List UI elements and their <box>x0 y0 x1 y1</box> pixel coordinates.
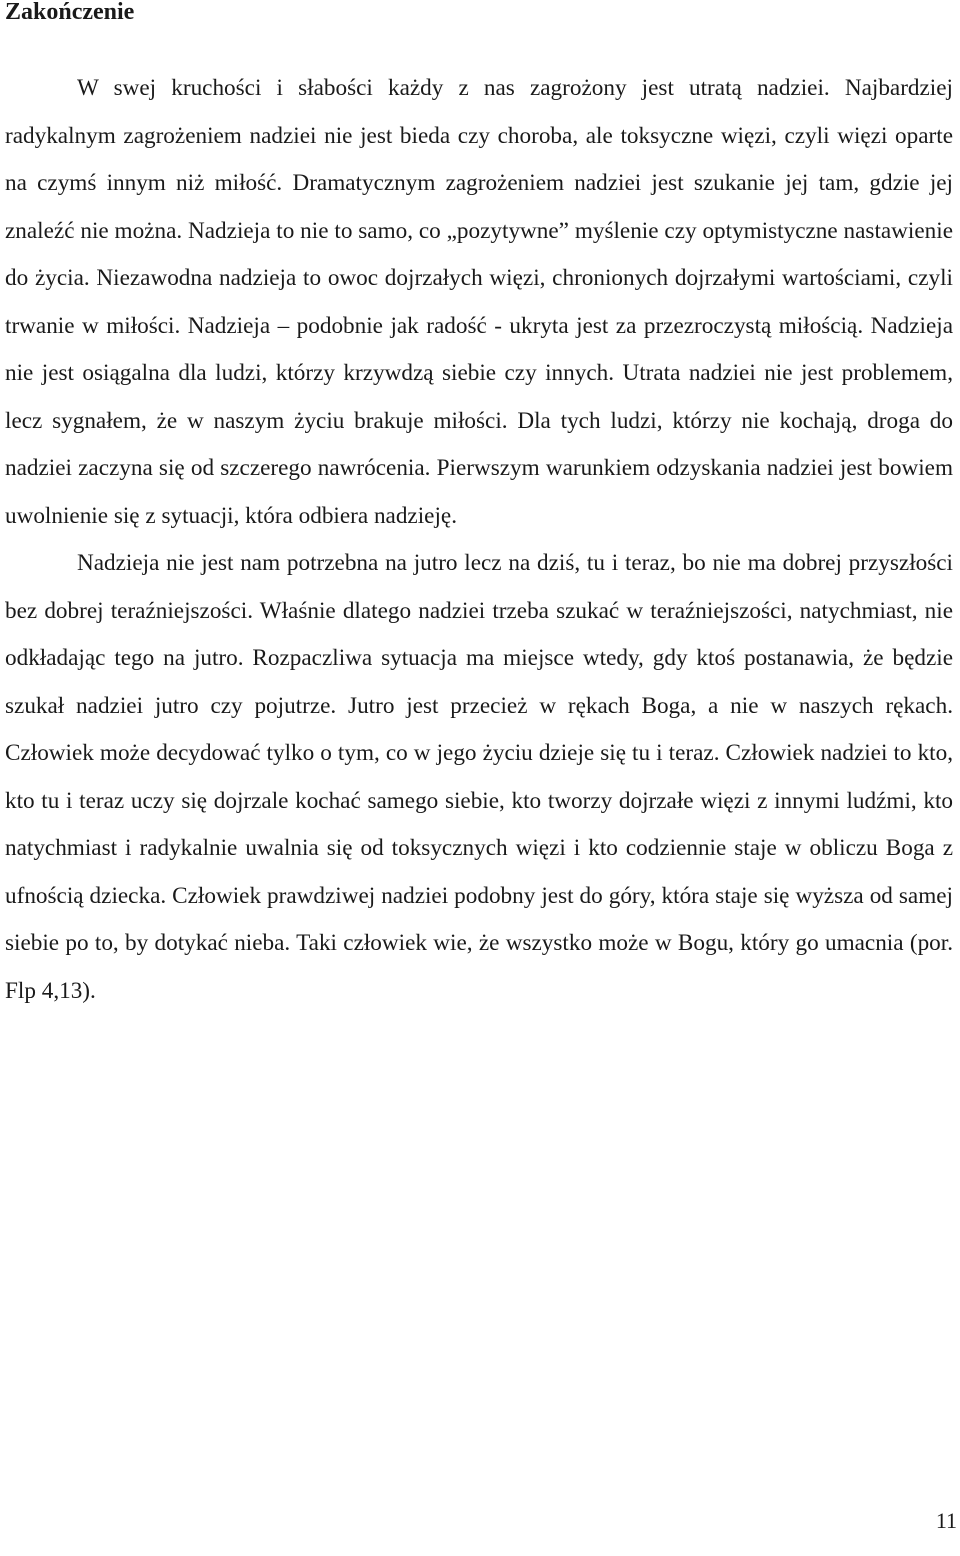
paragraph: Nadzieja nie jest nam potrzebna na jutro lecz na dziś, tu i teraz, bo nie ma dobrej przyszłości bez dobrej teraźniejszości. Właśnie dlatego nadziei trzeba szukać w teraźniejszości, natychmiast, nie odkładając tego na jutro. Rozpaczliwa sytuacja ma miejsce wtedy, gdy ktoś postanawia, że będzie szukał nadziei jutro czy pojutrze. Jutro jest przecież w rękach Boga, a nie w naszych rękach. Człowiek może decydować tylko o tym, co w jego życiu dzieje się tu i teraz. Człowiek nadziei to kto, kto tu i teraz uczy się dojrzale kochać samego siebie, kto tworzy dojrzałe więzi z innymi ludźmi, kto natychmiast i radykalnie uwalnia się od toksycznych więzi i kto codziennie staje w obliczu Boga z ufnością dziecka. Człowiek prawdziwej nadziei podobny jest do góry, która staje się wyższa od samej siebie po to, by dotykać nieba. Taki człowiek wie, że wszystko może w Bogu, który go umacnia (por. Flp 4,13). <box>5 550 953 1004</box>
page-number: 11 <box>935 1508 957 1533</box>
section-heading: Zakończenie <box>5 0 135 25</box>
document-body <box>5 0 953 1015</box>
paragraph: W swej kruchości i słabości każdy z nas zagrożony jest utratą nadziei. Najbardziej radykalnym zagrożeniem nadziei nie jest bieda czy choroba, ale toksyczne więzi, czyli więzi oparte na czymś innym niż miłość. Dramatycznym zagrożeniem nadziei jest szukanie jej tam, gdzie jej znaleźć nie można. Nadzieja to nie to samo, co „pozytywne” myślenie czy optymistyczne nastawienie do życia. Niezawodna nadzieja to owoc dojrzałych więzi, chronionych dojrzałymi wartościami, czyli trwanie w miłości. Nadzieja – podobnie jak radość - ukryta jest za przezroczystą miłością. Nadzieja nie jest osiągalna dla ludzi, którzy krzywdzą siebie czy innych. Utrata nadziei nie jest problemem, lecz sygnałem, że w naszym życiu brakuje miłości. Dla tych ludzi, którzy nie kochają, droga do nadziei zaczyna się od szczerego nawrócenia. Pierwszym warunkiem odzyskania nadziei jest bowiem uwolnienie się z sytuacji, która odbiera nadzieję. <box>5 75 953 529</box>
